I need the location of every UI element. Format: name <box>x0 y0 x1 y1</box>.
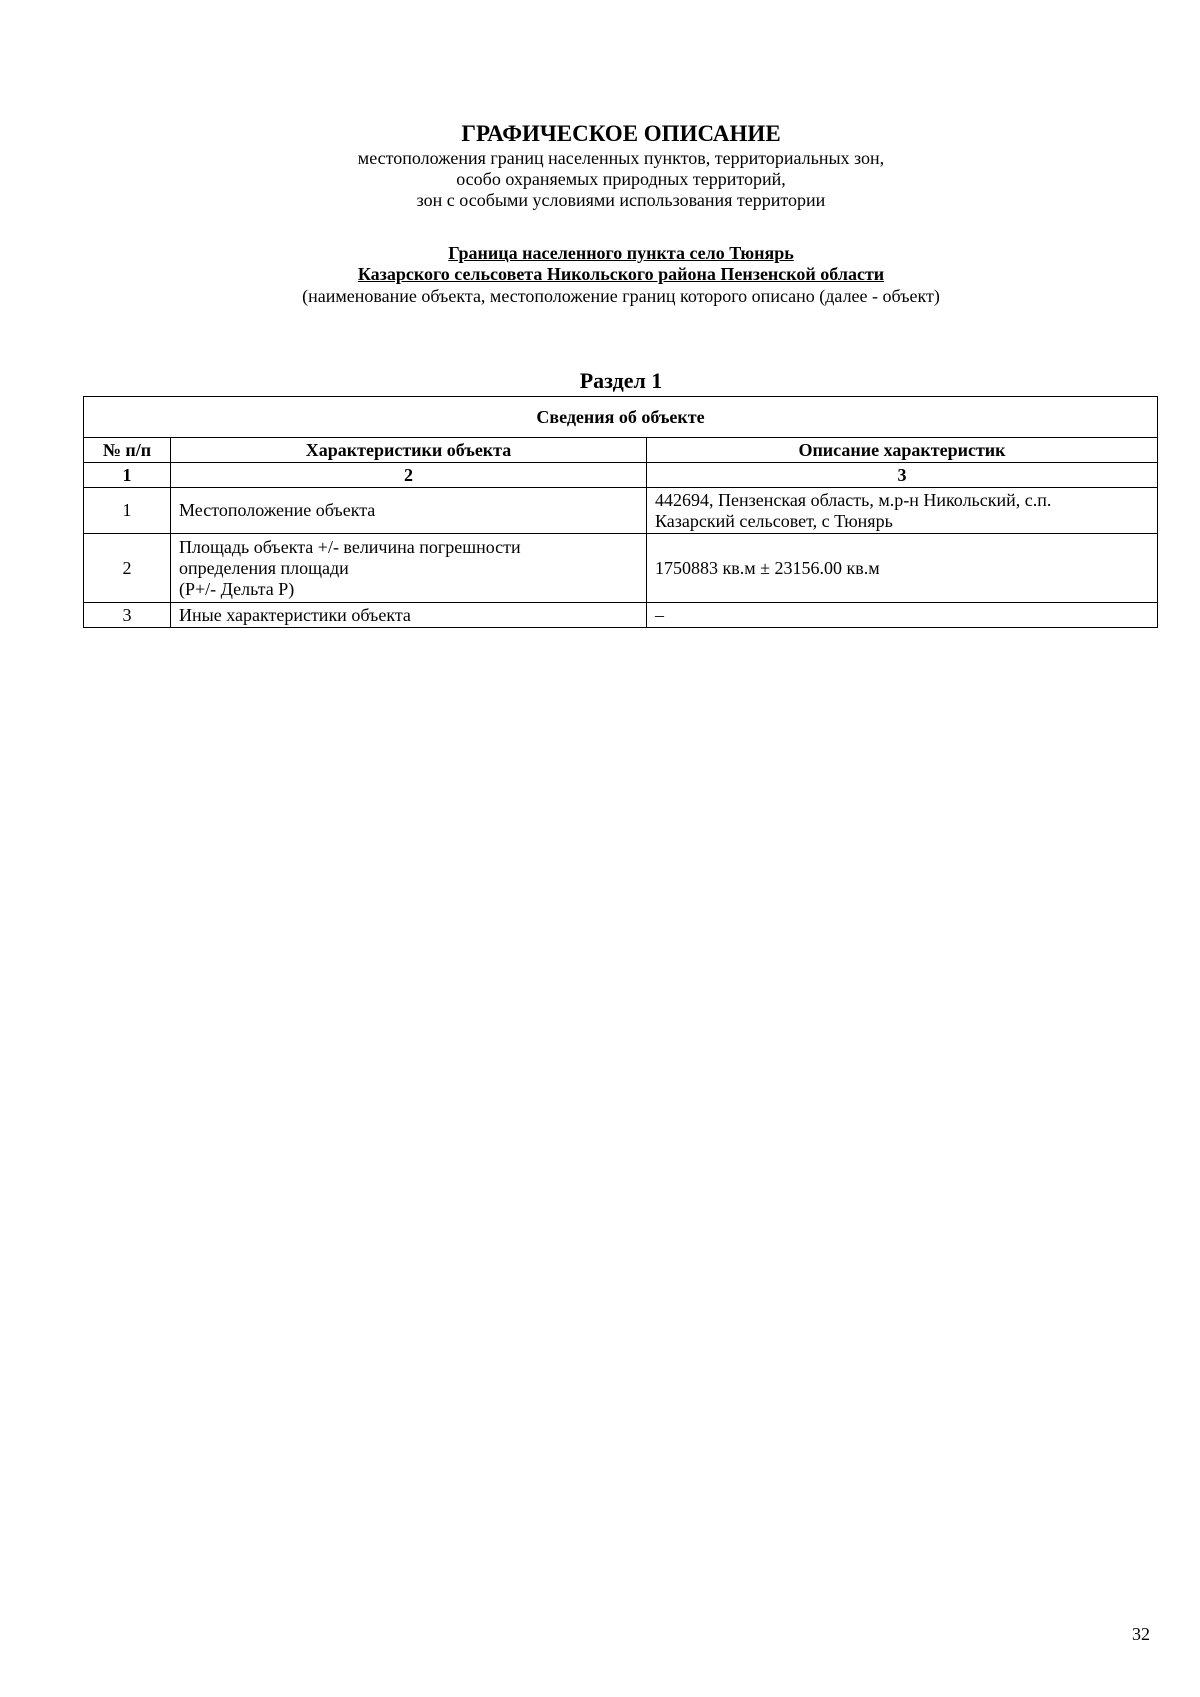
header-characteristics: Характеристики объекта <box>171 438 647 463</box>
document-header <box>0 120 1200 211</box>
characteristic-cell <box>171 603 647 628</box>
column-number: 1 <box>84 463 171 488</box>
column-numbers-row <box>84 463 1158 488</box>
table-header-row <box>84 438 1158 463</box>
table-row <box>84 488 1158 534</box>
table-caption: Сведения об объекте <box>84 397 1158 438</box>
description-line: Казарский сельсовет, с Тюнярь <box>655 510 893 531</box>
characteristic-line: Иные характеристики объекта <box>179 604 411 625</box>
characteristic-line: Местоположение объекта <box>179 500 376 520</box>
subtitle-line: местоположения границ населенных пунктов, территориальных зон, <box>357 148 885 168</box>
characteristic-line: (P+/- Дельта P) <box>179 578 295 599</box>
row-number: 2 <box>84 534 171 603</box>
description-cell <box>647 488 1158 534</box>
description-line: 1750883 кв.м ± 23156.00 кв.м <box>655 557 880 578</box>
object-name-line: Граница населенного пункта село Тюнярь <box>448 243 794 263</box>
column-number: 3 <box>647 463 1158 488</box>
subtitle-line: особо охраняемых природных территорий, <box>456 169 786 189</box>
column-number: 2 <box>171 463 647 488</box>
subtitle-line: зон с особыми условиями использования территории <box>416 190 826 210</box>
header-num: № п/п <box>84 438 171 463</box>
row-number: 3 <box>84 603 171 628</box>
table-caption-row <box>84 397 1158 438</box>
description-cell <box>647 534 1158 603</box>
section-title: Раздел 1 <box>579 368 663 393</box>
description-cell <box>647 603 1158 628</box>
description-line: 442694, Пензенская область, м.р-н Никольский, с.п. <box>655 489 1052 510</box>
header-description: Описание характеристик <box>647 438 1158 463</box>
table-row <box>84 603 1158 628</box>
page-number: 32 <box>1132 1624 1150 1644</box>
row-number: 1 <box>84 488 171 534</box>
characteristic-cell <box>171 488 647 534</box>
object-name-block <box>0 243 1200 307</box>
object-caption: (наименование объекта, местоположение границ которого описано (далее - объект) <box>302 286 940 306</box>
table-row <box>84 534 1158 603</box>
characteristic-cell <box>171 534 647 603</box>
object-name-line: Казарского сельсовета Никольского района Пензенской области <box>357 264 885 284</box>
characteristic-line: определения площади <box>179 557 349 578</box>
description-line: – <box>655 604 664 625</box>
document-title: ГРАФИЧЕСКОЕ ОПИСАНИЕ <box>461 121 781 146</box>
characteristic-line: Площадь объекта +/- величина погрешности <box>179 536 521 557</box>
object-info-table <box>83 396 1158 628</box>
